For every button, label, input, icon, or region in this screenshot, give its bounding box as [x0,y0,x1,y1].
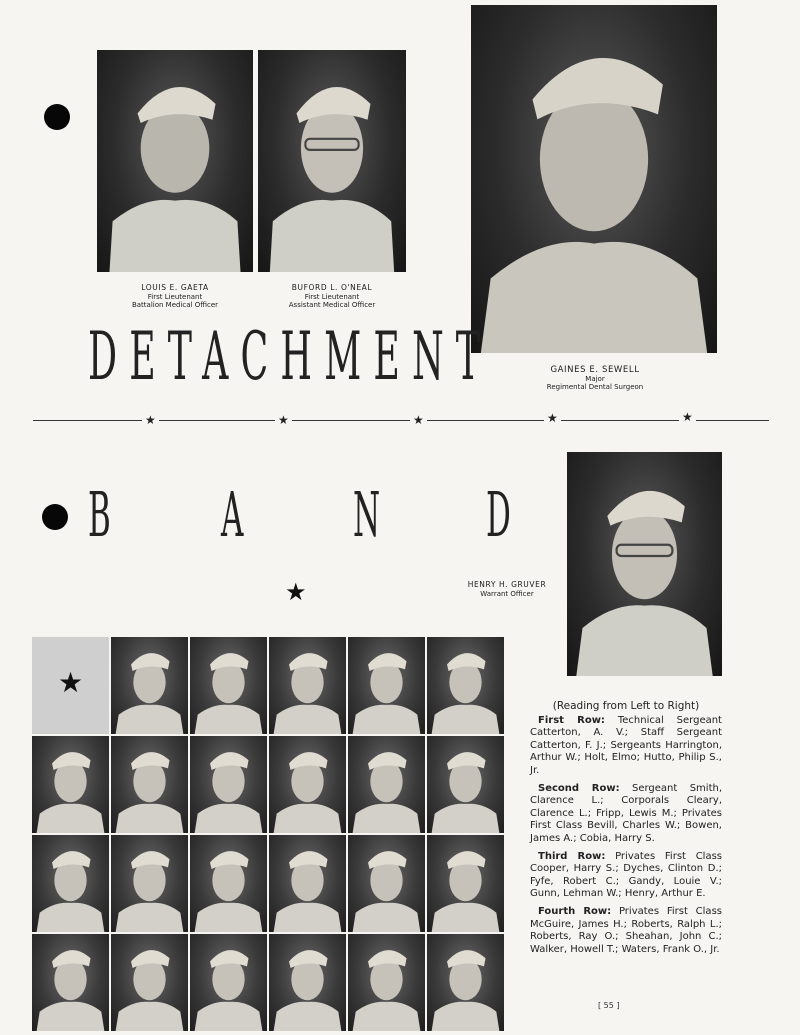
band-member-photo [32,934,109,1031]
band-member-photo [269,736,346,833]
band-member-photo [190,637,267,734]
caption-oneal: BUFORD L. O'NEAL First Lieutenant Assistant Medical Officer [288,283,376,309]
band-member-photo [427,835,504,932]
band-member-photo [111,637,188,734]
star-icon: ★ [275,414,292,426]
band-member-photo [111,835,188,932]
roster-first-row: First Row: Technical Sergeant Catterton, A. V.; Staff Sergeant Catterton, F. J.; Sergeants Harrington, Arthur W.; Holt, Elmo; Hutto, Philip S., Jr. [530,714,722,776]
detachment-heading: DETACHMENT [88,318,493,395]
star-icon: ★ [58,666,84,699]
band-member-photo [32,835,109,932]
roster-third-row: Third Row: Privates First Class Cooper, Harry S.; Dyches, Clinton D.; Fyfe, Robert C.; Gandy, Louie V.; Gunn, Lehman W.; Henry, Arthur E. [530,850,723,900]
star-icon: ★ [285,578,307,606]
punch-hole-middle [42,504,68,530]
band-photo-grid [32,637,504,1031]
band-member-photo [269,934,346,1031]
portrait-sewell [471,5,717,353]
star-icon: ★ [544,412,561,424]
band-member-photo [427,934,504,1031]
roster-second-row: Second Row: Sergeant Smith, Clarence L.; Corporals Cleary, Clarence L.; Fripp, Lewis M.; Privates First Class Bevill, Charles W.; Bowen, James A.; Cobia, Harry S. [530,782,722,844]
band-member-photo [111,934,188,1031]
caption-gruver: HENRY H. GRUVER Warrant Officer [467,580,547,598]
portrait-oneal [258,50,406,272]
band-member-photo [348,736,425,833]
band-member-photo [269,835,346,932]
page-number: [ 55 ] [598,1001,620,1010]
caption-sewell: GAINES E. SEWELL Major Regimental Dental Surgeon [546,365,644,391]
roster-intro: (Reading from Left to Right) [552,700,700,712]
band-member-photo [348,934,425,1031]
band-member-photo [348,835,425,932]
band-member-photo [190,736,267,833]
band-member-photo [348,637,425,734]
band-member-photo [427,637,504,734]
punch-hole-top [44,104,70,130]
portrait-gaeta [97,50,253,272]
band-member-photo [427,736,504,833]
portrait-gruver [567,452,722,676]
band-member-photo [190,934,267,1031]
band-letter-n: N [353,478,381,551]
grid-star-cell [32,637,109,734]
band-letter-a: A [221,478,244,551]
band-member-photo [111,736,188,833]
star-icon: ★ [679,411,696,423]
star-icon: ★ [410,414,427,426]
band-letter-d: D [486,478,511,551]
star-icon: ★ [142,414,159,426]
band-member-photo [190,835,267,932]
roster-fourth-row: Fourth Row: Privates First Class McGuire, James H.; Roberts, Ralph L.; Roberts, Ray O.; Sheahan, John C.; Walker, Howell T.; Waters, Frank O., Jr. [530,905,722,955]
roster-text [530,700,722,961]
band-letter-b: B [88,478,111,551]
caption-gaeta: LOUIS E. GAETA First Lieutenant Battalion Medical Officer [131,283,219,309]
band-member-photo [269,637,346,734]
band-member-photo [32,736,109,833]
